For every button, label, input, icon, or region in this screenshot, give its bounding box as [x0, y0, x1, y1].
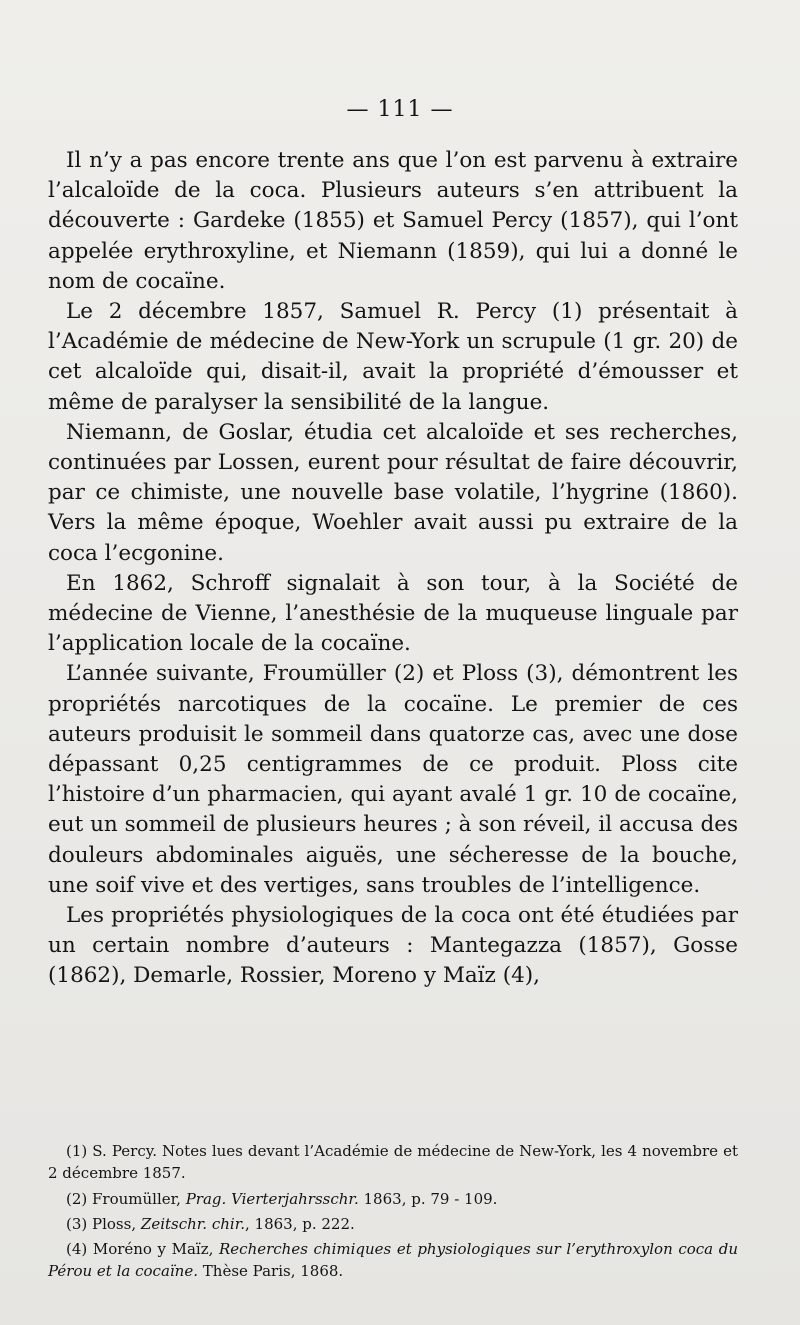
footnote-2-author: (2) Froumüller, [66, 1190, 181, 1208]
footnote-1: (1) S. Percy. Notes lues devant l’Académie de médecine de New-York, les 4 novembre et 2 décembre 1857. [48, 1142, 738, 1182]
paragraph-niemann-research: Niemann, de Goslar, étudia cet alcaloïde et ses recherches, continuées par Lossen, eurent pour résultat de faire découvrir, par ce chimiste, une nouvelle base volatile, l’hygrine (1860). Vers la même époque, Woehler avait aussi pu extraire de la coca l’ecgonine. [48, 419, 738, 566]
footnote-4-reference: Thèse Paris, 1868. [202, 1262, 344, 1280]
body-text [48, 146, 738, 992]
footnote-4-author: (4) Moréno y Maïz, [66, 1240, 214, 1258]
footnotes [48, 1140, 738, 1282]
footnote-3-journal: Zeitschr. chir. [140, 1215, 245, 1233]
footnote-3-author: (3) Ploss, [66, 1215, 137, 1233]
footnote-4 [48, 1238, 738, 1282]
footnote-3-reference: , 1863, p. 222. [244, 1215, 355, 1233]
paragraph-schroff-vienna: En 1862, Schroff signalait à son tour, à la Société de médecine de Vienne, l’anesthésie de la muqueuse linguale par l’application locale de la cocaïne. [48, 570, 738, 657]
footnote-3 [48, 1213, 738, 1235]
paragraph-physiological-studies: Les propriétés physiologiques de la coca ont été étudiées par un certain nombre d’auteurs : Mantegazza (1857), Gosse (1862), Demarle, Rossier, Moreno y Maïz (4), [48, 903, 738, 989]
footnote-2-reference: 1863, p. 79 - 109. [363, 1190, 498, 1208]
footnote-4-title: Recherches chimiques et physiologiques sur l’erythroxylon coca du Pérou et la cocaïne. [48, 1240, 738, 1280]
paragraph-froumuller-ploss: L’année suivante, Froumüller (2) et Ploss (3), démontrent les propriétés narcotiques de la cocaïne. Le premier de ces auteurs produisit le sommeil dans quatorze cas, avec une dose dépassant 0,25 centigrammes de ce produit. Ploss cite l’histoire d’un pharmacien, qui ayant avalé 1 gr. 10 de cocaïne, eut un sommeil de plusieurs heures ; à son réveil, il accusa des douleurs abdominales aiguës, une sécheresse de la bouche, une soif vive et des vertiges, sans troubles de l’intelligence. [48, 661, 738, 898]
footnote-2-journal: Prag. Vierterjahrsschr. [185, 1190, 359, 1208]
paragraph-percy-academy: Le 2 décembre 1857, Samuel R. Percy (1) présentait à l’Académie de médecine de New-York un scrupule (1 gr. 20) de cet alcaloïde qui, disait-il, avait la propriété d’émousser et même de paralyser la sensibilité de la langue. [48, 299, 738, 415]
paragraph-alkaloid-discovery: Il n’y a pas encore trente ans que l’on est parvenu à extraire l’alcaloïde de la coca. Plusieurs auteurs s’en attribuent la découverte : Gardeke (1855) et Samuel Percy (1857), qui l’ont appelée erythroxyline, et Niemann (1859), qui lui a donné le nom de cocaïne. [48, 148, 738, 294]
page-number: — 111 — [346, 97, 454, 122]
footnote-2 [48, 1188, 738, 1210]
